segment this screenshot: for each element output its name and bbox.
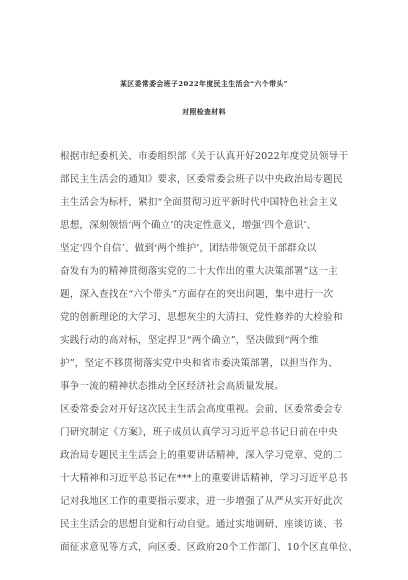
- body-line: 民主生活会的思想自觉和行动自觉。通过实地调研、座谈访谈、书: [60, 519, 343, 530]
- body-line: 十大精神和习近平总书记在***上的重要讲话精神，学习习近平总书: [60, 473, 348, 484]
- body-line: 思想，深刻领悟‘两个确立’的决定性意义，增强‘四个意识’、: [60, 220, 317, 231]
- body-line: 护”，坚定不移贯彻落实党中央和省市委决策部署，以担当作为、: [60, 358, 338, 369]
- body-line: 主生活会为标杆，紧扣“全面贯彻习近平新时代中国特色社会主义: [60, 197, 338, 208]
- body-line: 党的创新理论的大学习、思想灰尘的大清扫、党性修养的大检验和: [60, 312, 343, 323]
- body-line: 事争一流的精神状态推动全区经济社会高质量发展。: [60, 381, 285, 392]
- body-line: 记对我地区工作的重要指示要求，进一步增强了从严从实开好此次: [60, 496, 343, 507]
- body-line: 区委常委会对开好这次民主生活会高度重视。会前，区委常委会专: [60, 404, 343, 415]
- body-line: 门研究制定《方案》，班子成员认真学习习近平总书记日前在中央: [60, 427, 338, 438]
- body-line: 面征求意见等方式，向区委、区政府20个工作部门、10个区直单位、: [60, 542, 358, 553]
- body-line: 政治局专题民主生活会上的重要讲话精神，深入学习党章、党的二: [60, 450, 343, 461]
- body-line: 奋发有为的精神贯彻落实党的二十大作出的重大决策部署”这一主: [60, 266, 338, 277]
- body-line: 题，深入查找在“六个带头”方面存在的突出问题，集中进行一次: [60, 289, 334, 300]
- body-line: 实践行动的高对标，坚定捍卫“两个确立”，坚决做到“两个维: [60, 335, 319, 346]
- body-line: 部民主生活会的通知》要求，区委常委会班子以中央政治局专题民: [60, 174, 343, 185]
- body-line: 根据市纪委机关、市委组织部《关于认真开好2022年度党员领导干: [60, 151, 349, 162]
- document-title-line-1: 某区委常委会班子2022年度民主生活会“六个带头”: [119, 80, 289, 88]
- document-title-line-2: 对照检查材料: [182, 108, 226, 116]
- body-line: 坚定‘四个自信’、做到‘两个维护’，团结带领党员干部群众以: [60, 243, 317, 254]
